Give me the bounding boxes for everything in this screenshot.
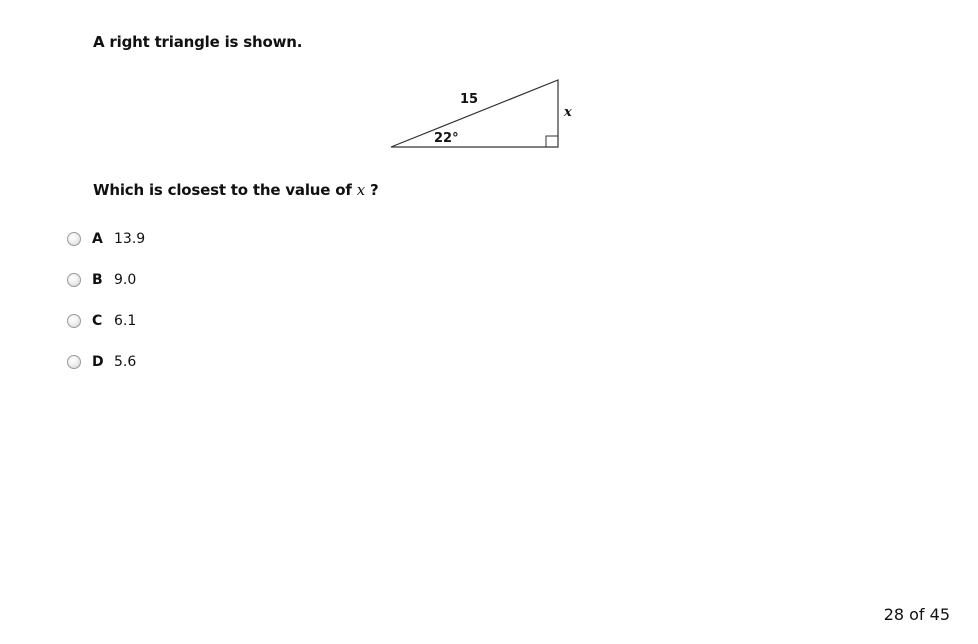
right-triangle-figure xyxy=(388,76,580,152)
choice-value: 9.0 xyxy=(114,272,137,288)
page-counter: 28 of 45 xyxy=(883,605,950,624)
angle-label: 22° xyxy=(434,131,459,146)
side-x-label: x xyxy=(564,105,572,120)
triangle-shape xyxy=(391,80,558,147)
choice-value: 5.6 xyxy=(114,354,137,370)
question-text-before: Which is closest to the value of xyxy=(93,181,357,199)
choice-letter: D xyxy=(92,354,104,370)
radio-button-d[interactable] xyxy=(67,355,81,369)
choice-letter: A xyxy=(92,231,103,247)
choice-c[interactable] xyxy=(67,311,145,331)
choice-d[interactable] xyxy=(67,352,145,372)
radio-button-b[interactable] xyxy=(67,273,81,287)
radio-button-a[interactable] xyxy=(67,232,81,246)
choice-a[interactable] xyxy=(67,229,145,249)
choice-letter: B xyxy=(92,272,103,288)
answer-choices xyxy=(67,229,145,393)
question-variable: x xyxy=(356,181,365,199)
choice-value: 6.1 xyxy=(114,313,137,329)
radio-button-c[interactable] xyxy=(67,314,81,328)
right-angle-marker xyxy=(546,136,558,147)
choice-letter: C xyxy=(92,313,103,329)
hypotenuse-label: 15 xyxy=(460,92,479,107)
question-text xyxy=(93,181,379,199)
choice-b[interactable] xyxy=(67,270,145,290)
question-prompt: A right triangle is shown. xyxy=(93,33,303,51)
question-text-after: ? xyxy=(365,181,379,199)
choice-value: 13.9 xyxy=(114,231,146,247)
triangle-diagram xyxy=(388,76,580,152)
